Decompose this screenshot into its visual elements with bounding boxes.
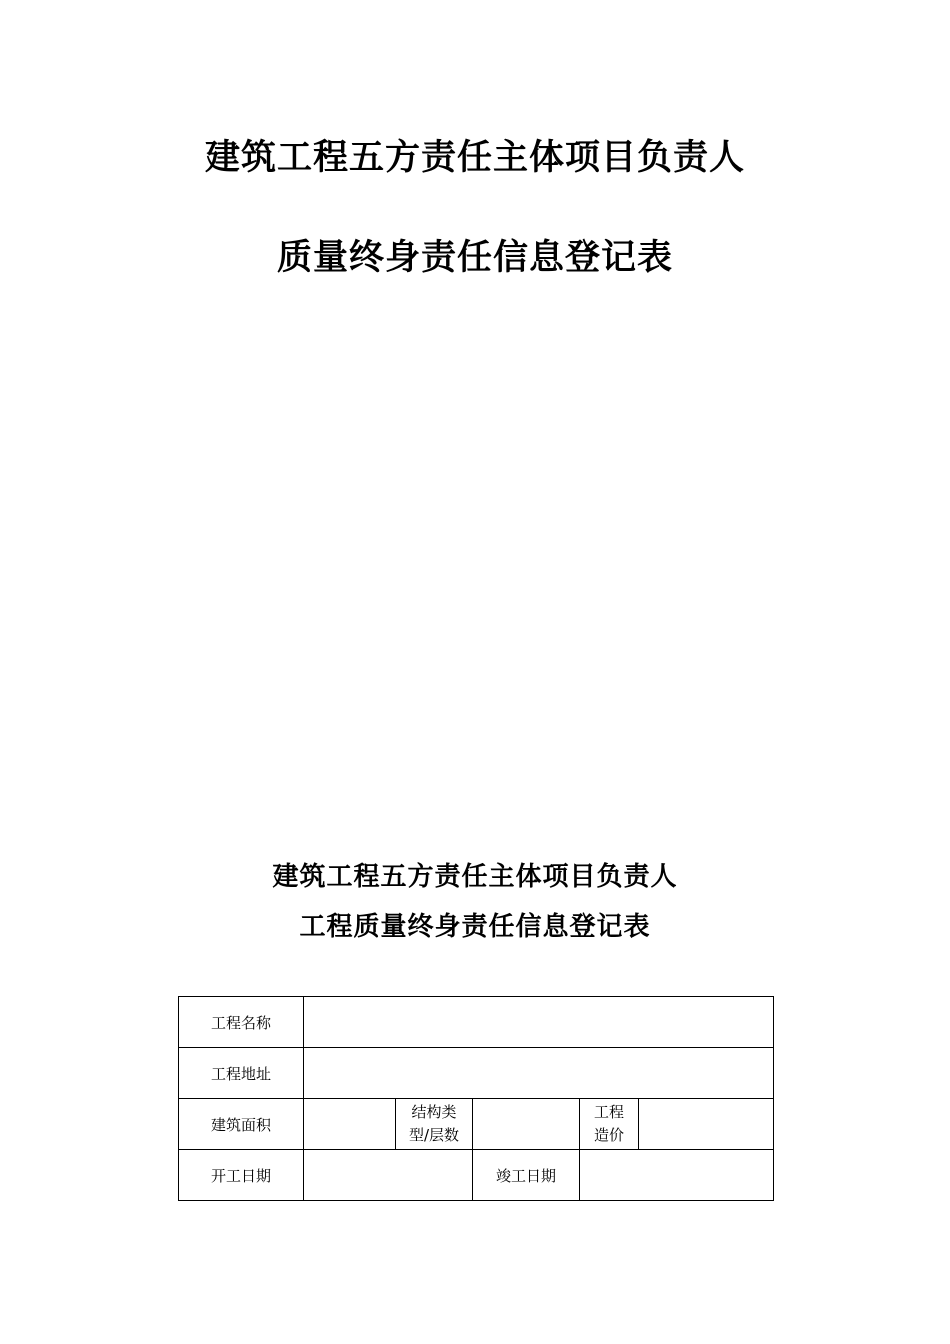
structure-type-floors-label [396,1099,473,1150]
project-cost-label [580,1099,639,1150]
project-name-label: 工程名称 [179,997,304,1048]
structure-label-line-1: 结构类 [411,1103,457,1121]
completion-date-label: 竣工日期 [473,1150,580,1201]
form-title-line-2: 工程质量终身责任信息登记表 [299,912,651,942]
building-area-label: 建筑面积 [179,1099,304,1150]
cover-title-line-1: 建筑工程五方责任主体项目负责人 [204,137,745,178]
project-address-field[interactable] [304,1048,774,1099]
table-row-project-address [179,1048,774,1099]
start-date-label: 开工日期 [179,1150,304,1201]
project-cost-field[interactable] [639,1099,774,1150]
table-row-area-structure-cost [179,1099,774,1150]
cost-label-line-2: 造价 [593,1126,624,1144]
table-row-project-name [179,997,774,1048]
building-area-field[interactable] [304,1099,396,1150]
cost-label-line-1: 工程 [593,1103,624,1121]
cover-title-line-2: 质量终身责任信息登记表 [276,237,673,278]
project-name-field[interactable] [304,997,774,1048]
registration-table [178,996,774,1201]
structure-type-floors-field[interactable] [473,1099,580,1150]
start-date-field[interactable] [304,1150,473,1201]
structure-label-line-2: 型/层数 [408,1126,460,1144]
completion-date-field[interactable] [580,1150,774,1201]
form-title-line-1: 建筑工程五方责任主体项目负责人 [272,862,678,892]
project-address-label: 工程地址 [179,1048,304,1099]
table-row-dates [179,1150,774,1201]
